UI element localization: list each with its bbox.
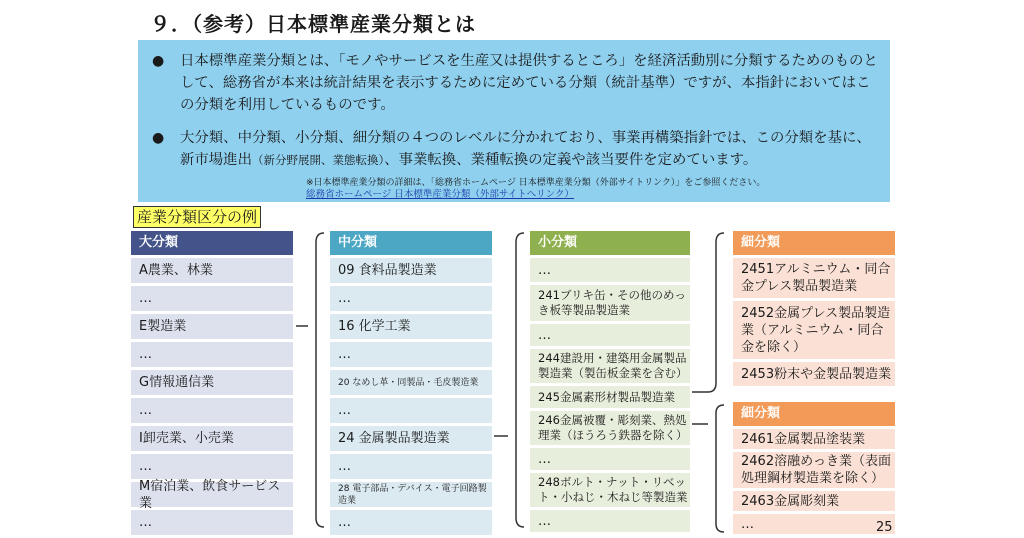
- mic-classification-link[interactable]: 総務省ホームページ 日本標準産業分類（外部サイトへリンク）: [306, 189, 574, 200]
- chubunrui-item: 16 化学工業: [330, 314, 492, 339]
- daibunrui-item: …: [131, 510, 293, 535]
- example-title: 産業分類区分の例: [133, 206, 261, 228]
- shobunrui-item: …: [530, 448, 690, 470]
- shobunrui-item: …: [530, 258, 690, 282]
- chubunrui-item: …: [330, 454, 492, 479]
- info-paragraph-2-b: 、事業転換、業種転換の定義や該当要件を定めています。: [384, 152, 758, 168]
- connector-24-to-shobunrui: [494, 233, 524, 527]
- page-number: 25: [876, 520, 893, 535]
- daibunrui-item: A農業、林業: [131, 258, 293, 283]
- saibunrui-header: 細分類: [733, 402, 895, 426]
- saibunrui-item: 2462溶融めっき業（表面処理鋼材製造業を除く）: [733, 452, 895, 488]
- daibunrui-header: 大分類: [131, 231, 293, 255]
- daibunrui-item: …: [131, 454, 293, 479]
- bullet-1: ●: [152, 53, 165, 69]
- saibunrui-header: 細分類: [733, 231, 895, 255]
- chubunrui-header: 中分類: [330, 231, 492, 255]
- daibunrui-item: E製造業: [131, 314, 293, 339]
- shobunrui-item: …: [530, 324, 690, 346]
- chubunrui-item: 28 電子部品・デバイス・電子回路製造業: [330, 482, 492, 507]
- daibunrui-item: G情報通信業: [131, 370, 293, 395]
- saibunrui-item: …: [733, 514, 895, 534]
- saibunrui-item: 2453粉末や金製品製造業: [733, 362, 895, 386]
- saibunrui-item: 2463金属彫刻業: [733, 491, 895, 511]
- daibunrui-item: …: [131, 398, 293, 423]
- connector-e-to-chubunrui: [296, 233, 324, 527]
- info-paragraph-2-a: 大分類、中分類、小分類、細分類の４つのレベルに分かれており、事業再構築指針では、この分類を基に、新市場進出: [180, 130, 871, 168]
- daibunrui-item: I卸売業、小売業: [131, 426, 293, 451]
- shobunrui-item: 246金属被覆・彫刻業、熱処理業（ほうろう鉄器を除く）: [530, 411, 690, 445]
- shobunrui-item: 248ボルト・ナット・リベット・小ねじ・木ねじ等製造業: [530, 473, 690, 507]
- info-paragraph-1: 日本標準産業分類とは、「モノやサービスを生産又は提供するところ」を経済活動別に分類するためのものとして、総務省が本来は統計結果を表示するために定めている分類（統計基準）ですが、本指針においてはこの分類を利用しているものです。: [180, 53, 878, 113]
- chubunrui-item: …: [330, 342, 492, 367]
- saibunrui-item: 2452金属プレス製品製造業（アルミニウム・同合金を除く）: [733, 301, 895, 359]
- page-title: ９．（参考）日本標準産業分類とは: [150, 12, 476, 36]
- daibunrui-item: M宿泊業、飲食サービス業: [131, 482, 293, 507]
- connector-246-to-saibunrui: [692, 405, 724, 532]
- chubunrui-item: …: [330, 286, 492, 311]
- shobunrui-item: 244建設用・建築用金属製品製造業（製缶板金業を含む）: [530, 349, 690, 383]
- saibunrui-item: 2461金属製品塗装業: [733, 429, 895, 449]
- chubunrui-item: 24 金属製品製造業: [330, 426, 492, 451]
- shobunrui-item: 245金属素形材製品製造業: [530, 386, 690, 408]
- daibunrui-item: …: [131, 342, 293, 367]
- reference-note: ※日本標準産業分類の詳細は、「総務省ホームページ 日本標準産業分類（外部サイトリンク）」をご参照ください。: [306, 178, 766, 188]
- daibunrui-item: …: [131, 286, 293, 311]
- chubunrui-item: …: [330, 510, 492, 535]
- chubunrui-item: 20 なめし革・同製品・毛皮製造業: [330, 370, 492, 395]
- bullet-2: ●: [152, 130, 165, 146]
- chubunrui-item: …: [330, 398, 492, 423]
- shobunrui-item: …: [530, 510, 690, 532]
- saibunrui-item: 2451アルミニウム・同合金プレス製品製造業: [733, 258, 895, 298]
- chubunrui-item: 09 食料品製造業: [330, 258, 492, 283]
- connector-245-to-saibunrui: [692, 233, 724, 392]
- shobunrui-header: 小分類: [530, 231, 690, 255]
- info-paragraph-2-small: （新分野展開、業態転換）: [251, 153, 385, 167]
- shobunrui-item: 241ブリキ缶・その他のめっき板等製品製造業: [530, 285, 690, 321]
